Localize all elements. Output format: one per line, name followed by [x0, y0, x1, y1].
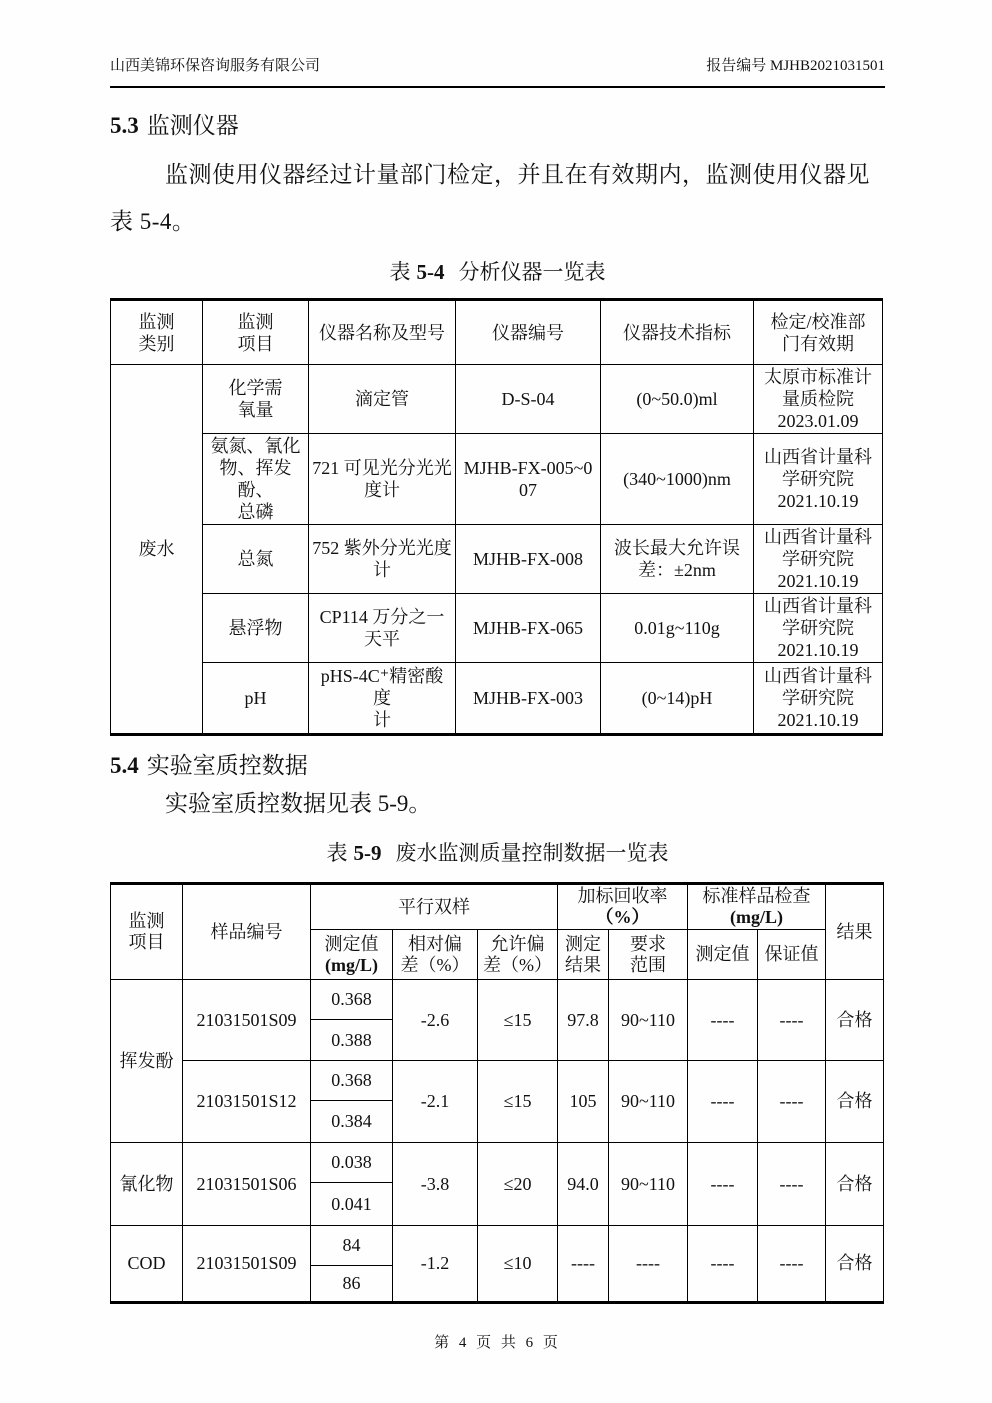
section-number: 5.3 [110, 113, 139, 138]
cell-spec: (340~1000)nm [601, 434, 754, 525]
cell-result: 合格 [826, 1143, 884, 1226]
cell-sample-id: 21031501S06 [183, 1143, 311, 1226]
header-instrument-name: 仪器名称及型号 [309, 300, 456, 365]
cell-allowed-deviation: ≤20 [478, 1143, 558, 1226]
cell-measured-1: 84 [311, 1226, 393, 1266]
caption-label: 表 [326, 841, 348, 865]
table-row [111, 663, 883, 735]
cell-cert: 山西省计量科 学研究院 2021.10.19 [754, 525, 883, 594]
page-number: 第 4 页 共 6 页 [434, 1335, 561, 1351]
cell-spec: 0.01g~110g [601, 594, 754, 663]
cell-std-measured: ---- [688, 1226, 758, 1303]
table-header-row [111, 300, 883, 365]
cell-relative-deviation: -2.1 [393, 1061, 478, 1143]
header-monitor-category: 监测 类别 [111, 300, 203, 365]
cell-std-certified: ---- [758, 1143, 826, 1226]
header-monitor-item: 监测 项目 [203, 300, 309, 365]
cell-cert: 山西省计量科 学研究院 2021.10.19 [754, 434, 883, 525]
cell-recovery-range: 90~110 [609, 1061, 688, 1143]
section-title: 实验室质控数据 [146, 753, 308, 778]
subheader-measured-unit: (mg/L) [325, 954, 378, 975]
cell-relative-deviation: -2.6 [393, 980, 478, 1061]
table-5-4-caption [110, 256, 885, 286]
table-row [111, 1143, 884, 1183]
subheader-std-measured: 测定值 [688, 930, 758, 980]
cell-result: 合格 [826, 1061, 884, 1143]
cell-std-measured: ---- [688, 1143, 758, 1226]
cell-measured-2: 0.384 [311, 1101, 393, 1143]
cell-serial: MJHB-FX-008 [456, 525, 601, 594]
cell-category: 废水 [111, 365, 203, 735]
cell-measured-1: 0.368 [311, 980, 393, 1020]
cell-measured-1: 0.368 [311, 1061, 393, 1101]
cell-item: 挥发酚 [111, 980, 183, 1143]
cell-serial: MJHB-FX-005~0 07 [456, 434, 601, 525]
cell-measured-2: 0.041 [311, 1183, 393, 1226]
cell-recovery-result: 94.0 [558, 1143, 609, 1226]
header-cert-validity: 检定/校准部 门有效期 [754, 300, 883, 365]
header-standard-check-unit: (mg/L) [730, 907, 784, 927]
cell-recovery-range: ---- [609, 1226, 688, 1303]
header-spike-recovery-label: 加标回收率 [577, 886, 668, 906]
cell-measured-1: 0.038 [311, 1143, 393, 1183]
cell-instrument: 752 紫外分光光度 计 [309, 525, 456, 594]
header-standard-check-label: 标准样品检查 [702, 886, 811, 906]
instruments-table [110, 298, 883, 736]
cell-std-certified: ---- [758, 1226, 826, 1303]
table-row [111, 980, 884, 1020]
cell-instrument: 滴定管 [309, 365, 456, 434]
cell-relative-deviation: -1.2 [393, 1226, 478, 1303]
cell-cert: 山西省计量科 学研究院 2021.10.19 [754, 594, 883, 663]
subheader-std-certified: 保证值 [758, 930, 826, 980]
caption-title: 废水监测质量控制数据一览表 [395, 841, 669, 865]
cell-std-measured: ---- [688, 1061, 758, 1143]
subheader-relative-deviation: 相对偏 差（%） [393, 930, 478, 980]
cell-sample-id: 21031501S09 [183, 1226, 311, 1303]
header-instrument-spec: 仪器技术指标 [601, 300, 754, 365]
caption-title: 分析仪器一览表 [458, 260, 606, 284]
page-header [110, 0, 885, 75]
cell-measured-2: 0.388 [311, 1020, 393, 1061]
table-row [111, 365, 883, 434]
cell-std-certified: ---- [758, 1061, 826, 1143]
cell-instrument: CP114 万分之一 天平 [309, 594, 456, 663]
cell-recovery-range: 90~110 [609, 1143, 688, 1226]
cell-std-measured: ---- [688, 980, 758, 1061]
cell-spec: 波长最大允许误 差：±2nm [601, 525, 754, 594]
section-number: 5.4 [110, 753, 139, 778]
table-5-9-caption [110, 837, 885, 867]
cell-item: pH [203, 663, 309, 735]
cell-instrument: 721 可见光分光光 度计 [309, 434, 456, 525]
cell-recovery-result: ---- [558, 1226, 609, 1303]
header-standard-check [688, 884, 826, 930]
section-5-3-paragraph: 监测使用仪器经过计量部门检定，并且在有效期内，监测使用仪器见 表 5-4。 [110, 162, 870, 234]
subheader-allowed-deviation: 允许偏 差（%） [478, 930, 558, 980]
header-spike-recovery-unit: （%） [595, 907, 650, 927]
header-result: 结果 [826, 884, 884, 980]
header-divider [110, 86, 885, 88]
header-instrument-serial: 仪器编号 [456, 300, 601, 365]
cell-cert: 太原市标准计 量质检院 2023.01.09 [754, 365, 883, 434]
cell-instrument: pHS-4C⁺精密酸度 计 [309, 663, 456, 735]
cell-recovery-range: 90~110 [609, 980, 688, 1061]
cell-allowed-deviation: ≤15 [478, 1061, 558, 1143]
caption-label: 表 [389, 260, 411, 284]
table-row [111, 525, 883, 594]
cell-recovery-result: 97.8 [558, 980, 609, 1061]
cell-recovery-result: 105 [558, 1061, 609, 1143]
cell-item: 化学需 氧量 [203, 365, 309, 434]
cell-item: 氨氮、氰化 物、挥发酚、 总磷 [203, 434, 309, 525]
cell-spec: (0~50.0)ml [601, 365, 754, 434]
cell-spec: (0~14)pH [601, 663, 754, 735]
subheader-measured-value [311, 930, 393, 980]
cell-serial: D-S-04 [456, 365, 601, 434]
subheader-recovery-range: 要求 范围 [609, 930, 688, 980]
cell-serial: MJHB-FX-065 [456, 594, 601, 663]
qc-data-table [110, 882, 884, 1304]
caption-number: 5-9 [353, 841, 382, 865]
table-row [111, 594, 883, 663]
section-5-3-heading [110, 113, 885, 138]
cell-item: 悬浮物 [203, 594, 309, 663]
cell-cert: 山西省计量科 学研究院 2021.10.19 [754, 663, 883, 735]
cell-item: 氰化物 [111, 1143, 183, 1226]
cell-sample-id: 21031501S09 [183, 980, 311, 1061]
report-number: 报告编号 MJHB2021031501 [706, 58, 885, 74]
section-5-4-heading [110, 753, 885, 778]
cell-allowed-deviation: ≤10 [478, 1226, 558, 1303]
section-title: 监测仪器 [146, 113, 239, 138]
header-spike-recovery [558, 884, 688, 930]
cell-serial: MJHB-FX-003 [456, 663, 601, 735]
cell-measured-2: 86 [311, 1266, 393, 1303]
cell-std-certified: ---- [758, 980, 826, 1061]
cell-result: 合格 [826, 980, 884, 1061]
header-sample-id: 样品编号 [183, 884, 311, 980]
section-5-4-paragraph: 实验室质控数据见表 5-9。 [165, 791, 432, 816]
cell-allowed-deviation: ≤15 [478, 980, 558, 1061]
table-row [111, 1061, 884, 1101]
table-row [111, 1226, 884, 1266]
header-monitor-item: 监测 项目 [111, 884, 183, 980]
table-row [111, 434, 883, 525]
cell-result: 合格 [826, 1226, 884, 1303]
subheader-measured-label: 测定值 [324, 933, 379, 954]
cell-item: COD [111, 1226, 183, 1303]
cell-relative-deviation: -3.8 [393, 1143, 478, 1226]
table-header-row [111, 884, 884, 930]
company-name: 山西美锦环保咨询服务有限公司 [110, 58, 321, 74]
header-parallel-samples: 平行双样 [311, 884, 558, 930]
caption-number: 5-4 [416, 260, 445, 284]
page-content [110, 0, 885, 1352]
subheader-recovery-result: 测定 结果 [558, 930, 609, 980]
cell-item: 总氮 [203, 525, 309, 594]
cell-sample-id: 21031501S12 [183, 1061, 311, 1143]
